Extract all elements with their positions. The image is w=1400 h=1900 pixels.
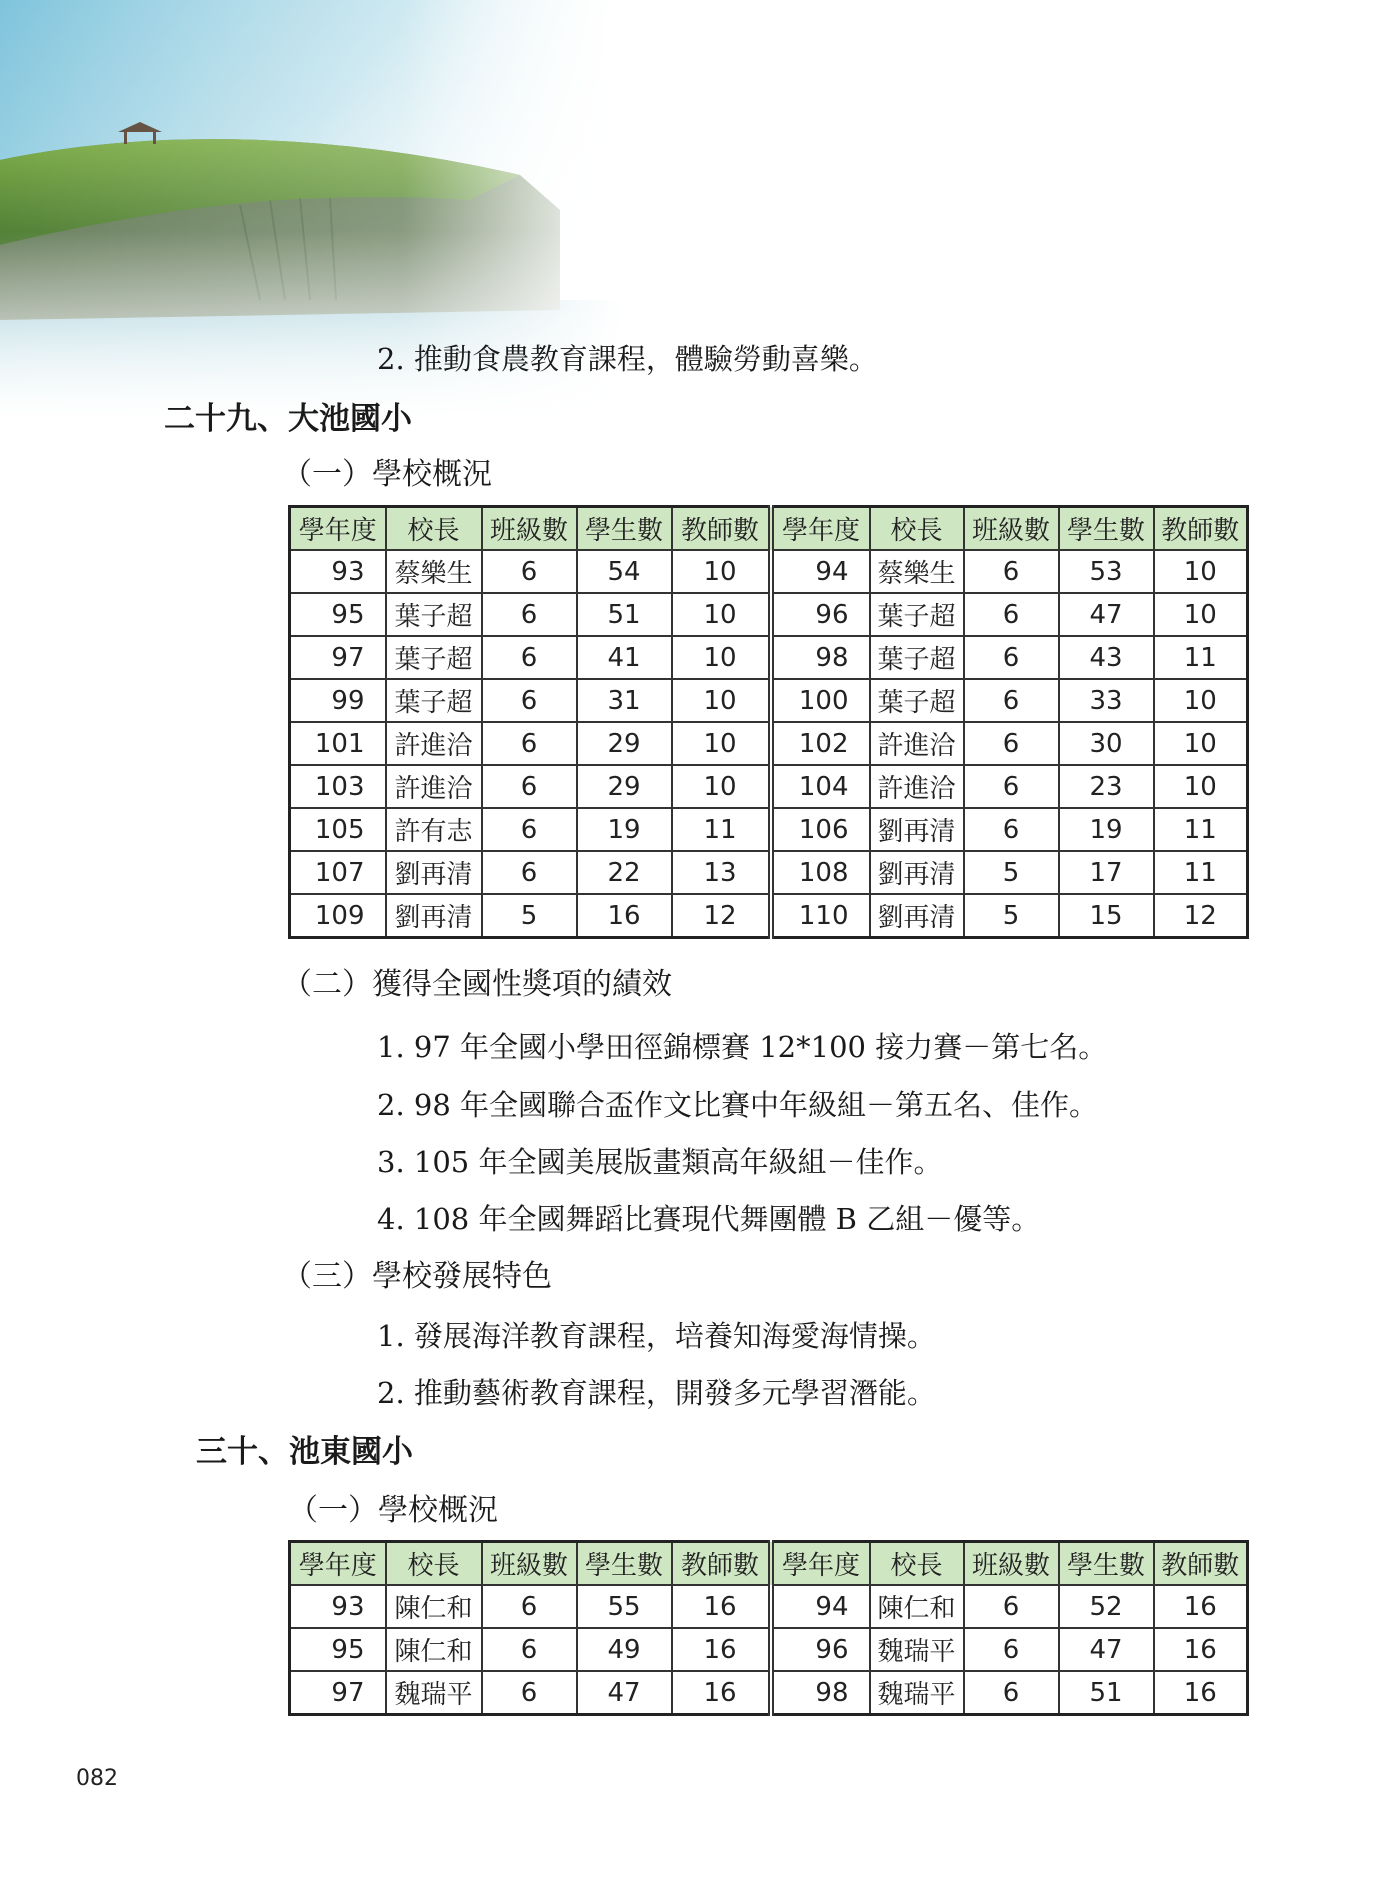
table-cell: 6 xyxy=(482,851,577,894)
table-cell: 6 xyxy=(482,765,577,808)
table-cell: 5 xyxy=(482,894,577,938)
table-cell: 6 xyxy=(964,808,1059,851)
table-cell: 6 xyxy=(964,679,1059,722)
award-item: 2. 98 年全國聯合盃作文比賽中年級組－第五名、佳作。 xyxy=(377,1088,1099,1122)
table-cell: 劉再清 xyxy=(386,894,482,938)
table-row xyxy=(290,894,1248,938)
intro-list-item: 2. 推動食農教育課程，體驗勞動喜樂。 xyxy=(377,342,878,376)
year-cell: 97 xyxy=(290,636,386,679)
table-cell: 16 xyxy=(672,1585,771,1628)
feature-item: 1. 發展海洋教育課程，培養知海愛海情操。 xyxy=(377,1319,936,1353)
year-cell: 98 xyxy=(771,1671,870,1715)
year-cell: 106 xyxy=(771,808,870,851)
table-cell: 6 xyxy=(482,679,577,722)
year-cell: 103 xyxy=(290,765,386,808)
table-cell: 許進洽 xyxy=(386,765,482,808)
table-cell: 16 xyxy=(672,1671,771,1715)
year-cell: 96 xyxy=(771,593,870,636)
column-header: 班級數 xyxy=(482,507,577,551)
table-cell: 10 xyxy=(672,679,771,722)
table-cell: 6 xyxy=(482,636,577,679)
column-header: 學生數 xyxy=(577,1542,672,1586)
table-row xyxy=(290,550,1248,593)
table-cell: 魏瑞平 xyxy=(870,1671,964,1715)
table-row xyxy=(290,722,1248,765)
table-cell: 10 xyxy=(672,550,771,593)
table-row xyxy=(290,679,1248,722)
column-header: 教師數 xyxy=(672,1542,771,1586)
table-cell: 6 xyxy=(964,550,1059,593)
table-cell: 19 xyxy=(577,808,672,851)
year-cell: 95 xyxy=(290,593,386,636)
table-cell: 6 xyxy=(482,722,577,765)
table-row xyxy=(290,1671,1248,1715)
table-cell: 10 xyxy=(672,636,771,679)
table-cell: 5 xyxy=(964,851,1059,894)
table-row xyxy=(290,636,1248,679)
column-header: 校長 xyxy=(870,507,964,551)
table-cell: 劉再清 xyxy=(870,894,964,938)
table-cell: 葉子超 xyxy=(870,593,964,636)
table-cell: 47 xyxy=(577,1671,672,1715)
table-cell: 12 xyxy=(672,894,771,938)
year-cell: 108 xyxy=(771,851,870,894)
table-cell: 葉子超 xyxy=(386,679,482,722)
table-cell: 17 xyxy=(1059,851,1154,894)
column-header: 學年度 xyxy=(290,1542,386,1586)
table-cell: 16 xyxy=(1154,1628,1248,1671)
table-row xyxy=(290,1628,1248,1671)
column-header: 班級數 xyxy=(482,1542,577,1586)
column-header: 學生數 xyxy=(1059,1542,1154,1586)
column-header: 學生數 xyxy=(577,507,672,551)
column-header: 學年度 xyxy=(771,1542,870,1586)
table-cell: 魏瑞平 xyxy=(870,1628,964,1671)
table-cell: 51 xyxy=(1059,1671,1154,1715)
year-cell: 102 xyxy=(771,722,870,765)
column-header: 班級數 xyxy=(964,1542,1059,1586)
table-header-row xyxy=(290,507,1248,551)
table-cell: 10 xyxy=(1154,550,1248,593)
table-cell: 12 xyxy=(1154,894,1248,938)
table-cell: 10 xyxy=(1154,722,1248,765)
column-header: 校長 xyxy=(386,507,482,551)
table-cell: 30 xyxy=(1059,722,1154,765)
features-heading: （三）學校發展特色 xyxy=(282,1259,552,1294)
table-cell: 47 xyxy=(1059,1628,1154,1671)
year-cell: 99 xyxy=(290,679,386,722)
table-cell: 29 xyxy=(577,765,672,808)
awards-heading: （二）獲得全國性獎項的績效 xyxy=(282,967,672,1002)
year-cell: 94 xyxy=(771,550,870,593)
school-stats-table-chidong xyxy=(288,1540,1249,1716)
year-cell: 98 xyxy=(771,636,870,679)
table-cell: 11 xyxy=(672,808,771,851)
table-cell: 葉子超 xyxy=(870,636,964,679)
award-item: 4. 108 年全國舞蹈比賽現代舞團體 B 乙組－優等。 xyxy=(377,1202,1041,1236)
table-cell: 6 xyxy=(482,593,577,636)
table-cell: 10 xyxy=(1154,679,1248,722)
year-cell: 97 xyxy=(290,1671,386,1715)
award-item: 1. 97 年全國小學田徑錦標賽 12*100 接力賽－第七名。 xyxy=(377,1030,1108,1064)
table-row xyxy=(290,765,1248,808)
table-cell: 11 xyxy=(1154,636,1248,679)
year-cell: 104 xyxy=(771,765,870,808)
year-cell: 93 xyxy=(290,550,386,593)
table-cell: 魏瑞平 xyxy=(386,1671,482,1715)
year-cell: 109 xyxy=(290,894,386,938)
year-cell: 96 xyxy=(771,1628,870,1671)
table-cell: 43 xyxy=(1059,636,1154,679)
column-header: 學年度 xyxy=(771,507,870,551)
table-row xyxy=(290,1585,1248,1628)
section-title-dachi: 二十九、大池國小 xyxy=(164,401,412,437)
table-cell: 6 xyxy=(482,550,577,593)
table-cell: 16 xyxy=(1154,1671,1248,1715)
school-stats-table-dachi xyxy=(288,505,1249,939)
column-header: 校長 xyxy=(386,1542,482,1586)
table-cell: 47 xyxy=(1059,593,1154,636)
table-cell: 6 xyxy=(964,593,1059,636)
table-cell: 16 xyxy=(672,1628,771,1671)
year-cell: 101 xyxy=(290,722,386,765)
table-cell: 葉子超 xyxy=(386,636,482,679)
year-cell: 110 xyxy=(771,894,870,938)
table-cell: 33 xyxy=(1059,679,1154,722)
table-cell: 葉子超 xyxy=(386,593,482,636)
table-cell: 51 xyxy=(577,593,672,636)
table-cell: 6 xyxy=(964,1671,1059,1715)
table-cell: 許進洽 xyxy=(870,722,964,765)
table-cell: 54 xyxy=(577,550,672,593)
table-cell: 11 xyxy=(1154,808,1248,851)
table-cell: 劉再清 xyxy=(870,808,964,851)
table-cell: 16 xyxy=(577,894,672,938)
table-cell: 劉再清 xyxy=(870,851,964,894)
table-cell: 31 xyxy=(577,679,672,722)
year-cell: 105 xyxy=(290,808,386,851)
column-header: 校長 xyxy=(870,1542,964,1586)
table-cell: 蔡樂生 xyxy=(870,550,964,593)
column-header: 班級數 xyxy=(964,507,1059,551)
table-cell: 53 xyxy=(1059,550,1154,593)
table-header-row xyxy=(290,1542,1248,1586)
table-cell: 6 xyxy=(964,722,1059,765)
table-row xyxy=(290,851,1248,894)
table-cell: 陳仁和 xyxy=(870,1585,964,1628)
section-title-chidong: 三十、池東國小 xyxy=(196,1434,413,1470)
year-cell: 94 xyxy=(771,1585,870,1628)
table-cell: 22 xyxy=(577,851,672,894)
table-cell: 23 xyxy=(1059,765,1154,808)
overview-heading: （一）學校概況 xyxy=(282,457,492,492)
table-cell: 10 xyxy=(672,593,771,636)
table-cell: 蔡樂生 xyxy=(386,550,482,593)
table-cell: 15 xyxy=(1059,894,1154,938)
table-cell: 52 xyxy=(1059,1585,1154,1628)
table-cell: 10 xyxy=(1154,765,1248,808)
table-row xyxy=(290,593,1248,636)
table-cell: 6 xyxy=(964,636,1059,679)
table-cell: 許進洽 xyxy=(386,722,482,765)
column-header: 教師數 xyxy=(1154,1542,1248,1586)
table-cell: 6 xyxy=(482,808,577,851)
table-cell: 葉子超 xyxy=(870,679,964,722)
page-number: 082 xyxy=(76,1766,118,1791)
table-cell: 6 xyxy=(482,1585,577,1628)
column-header: 學年度 xyxy=(290,507,386,551)
year-cell: 100 xyxy=(771,679,870,722)
year-cell: 93 xyxy=(290,1585,386,1628)
table-cell: 41 xyxy=(577,636,672,679)
table-cell: 陳仁和 xyxy=(386,1585,482,1628)
table-cell: 許有志 xyxy=(386,808,482,851)
column-header: 教師數 xyxy=(672,507,771,551)
column-header: 學生數 xyxy=(1059,507,1154,551)
table-cell: 55 xyxy=(577,1585,672,1628)
table-cell: 10 xyxy=(672,722,771,765)
table-cell: 陳仁和 xyxy=(386,1628,482,1671)
table-cell: 10 xyxy=(1154,593,1248,636)
table-cell: 29 xyxy=(577,722,672,765)
table-cell: 6 xyxy=(964,1585,1059,1628)
table-cell: 6 xyxy=(964,1628,1059,1671)
year-cell: 107 xyxy=(290,851,386,894)
table-cell: 11 xyxy=(1154,851,1248,894)
table-cell: 13 xyxy=(672,851,771,894)
table-cell: 6 xyxy=(964,765,1059,808)
overview-heading: （一）學校概況 xyxy=(288,1493,498,1528)
table-row xyxy=(290,808,1248,851)
table-cell: 5 xyxy=(964,894,1059,938)
table-cell: 劉再清 xyxy=(386,851,482,894)
award-item: 3. 105 年全國美展版畫類高年級組－佳作。 xyxy=(377,1145,943,1179)
year-cell: 95 xyxy=(290,1628,386,1671)
table-cell: 19 xyxy=(1059,808,1154,851)
table-cell: 16 xyxy=(1154,1585,1248,1628)
column-header: 教師數 xyxy=(1154,507,1248,551)
table-cell: 許進洽 xyxy=(870,765,964,808)
table-cell: 49 xyxy=(577,1628,672,1671)
feature-item: 2. 推動藝術教育課程，開發多元學習潛能。 xyxy=(377,1376,936,1410)
table-cell: 6 xyxy=(482,1671,577,1715)
table-cell: 10 xyxy=(672,765,771,808)
table-cell: 6 xyxy=(482,1628,577,1671)
